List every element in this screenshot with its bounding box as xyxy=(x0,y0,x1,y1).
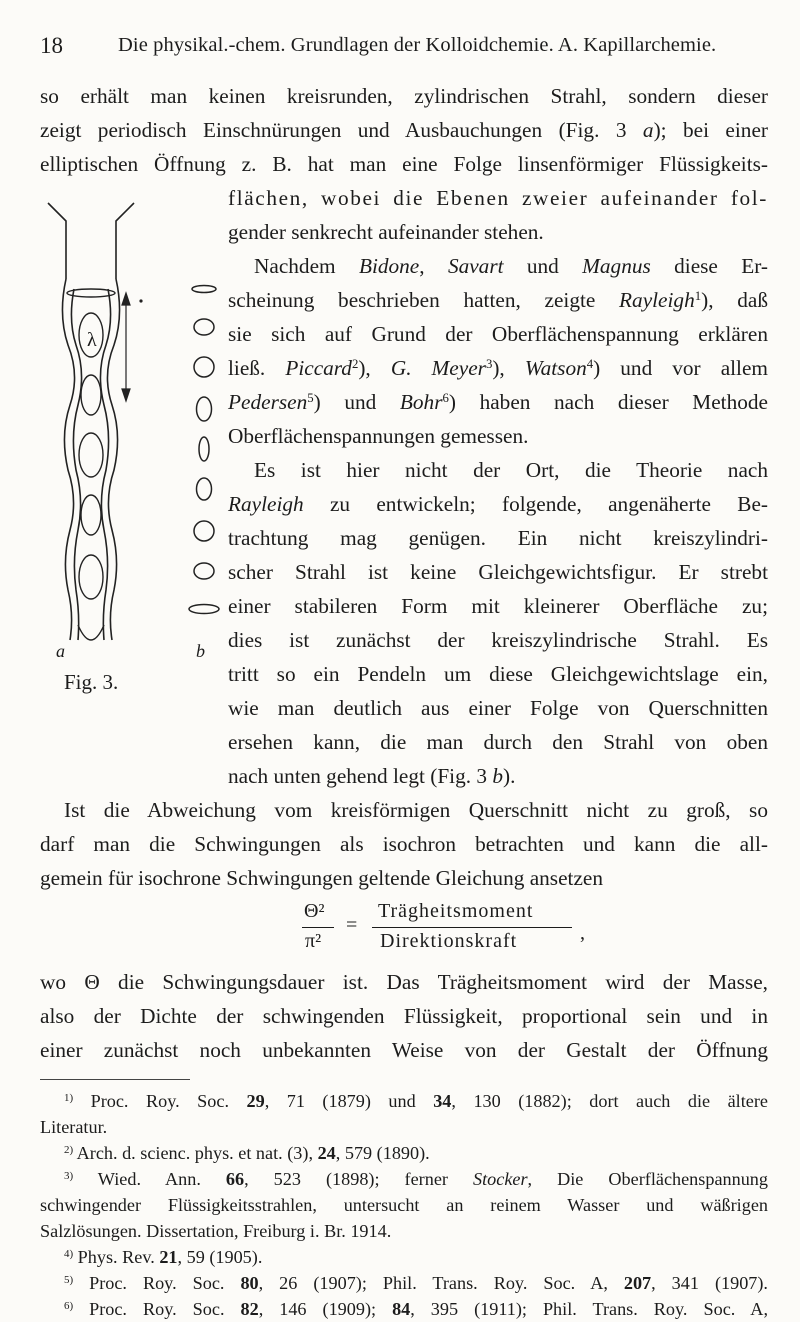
body-line-27: einer zunächst noch unbekannten Weise von der Gestalt der Öffnung xyxy=(40,1038,768,1062)
footnote-3-line-3: Salzlösungen. Dissertation, Freiburg i. Br. 1914. xyxy=(40,1221,392,1241)
body-line-18: tritt so ein Pendeln um diese Gleichgewichtslage ein, xyxy=(228,662,768,686)
wavelength-arrow xyxy=(122,293,143,401)
name-rayleigh: Rayleigh xyxy=(619,288,695,312)
formula-numerator-left: Θ² xyxy=(304,900,325,922)
footnote-4: $^{4)}$ Phys. Rev. 21, 59 (1905). xyxy=(64,1247,263,1267)
body-line-25: wo Θ die Schwingungsdauer ist. Das Trägheitsmoment wird der Masse, xyxy=(40,970,768,994)
body-line-17: dies ist zunächst der kreiszylindrische Strahl. Es xyxy=(228,628,768,652)
footnote-1-line-1: $^{1)}$ Proc. Roy. Soc. 29, 71 (1879) und 34, 130 (1882); dort auch die ältere xyxy=(64,1091,768,1111)
body-line-11: Oberflächenspannungen gemessen. xyxy=(228,424,529,448)
name-piccard: Piccard xyxy=(285,356,352,380)
footnote-5: $^{5)}$ Proc. Roy. Soc. 80, 26 (1907); Phil. Trans. Roy. Soc. A, 207, 341 (1907). xyxy=(64,1273,768,1293)
formula-numerator-right: Trägheitsmoment xyxy=(378,900,534,922)
name-watson: Watson xyxy=(524,356,587,380)
footnote-1-line-2: Literatur. xyxy=(40,1117,108,1137)
body-line-23: darf man die Schwingungen als isochron betrachten und kann die all- xyxy=(40,832,768,856)
body-line-13: Rayleigh zu entwickeln; folgende, angenäherte Be- xyxy=(228,492,768,516)
body-line-21: nach unten gehend legt (Fig. 3 b). xyxy=(228,764,516,788)
body-line-20: ersehen kann, die man durch den Strahl von oben xyxy=(228,730,768,754)
body-line-10: Pedersen$^5$) und Bohr$^6$) haben nach dieser Methode xyxy=(228,390,769,414)
figure-label-a: a xyxy=(56,641,65,661)
body-line-2: zeigt periodisch Einschnürungen und Ausbauchungen (Fig. 3 a); bei einer xyxy=(40,118,768,142)
body-line-14: trachtung mag genügen. Ein nicht kreiszylindri- xyxy=(228,526,768,550)
body-line-6: Nachdem Bidone, Savart und Magnus diese Er- xyxy=(254,254,768,278)
formula-equals: = xyxy=(346,914,358,936)
figure-lambda-label: λ xyxy=(87,329,97,351)
name-meyer: G. Meyer xyxy=(390,356,486,380)
footnote-2: $^{2)}$ Arch. d. scienc. phys. et nat. (3), 24, 579 (1890). xyxy=(64,1143,430,1163)
body-line-12: Es ist hier nicht der Ort, die Theorie nach xyxy=(254,458,768,482)
formula-trailing-comma: , xyxy=(580,922,585,944)
fraction-bar-right xyxy=(372,927,572,928)
footnote-3-line-1: $^{3)}$ Wied. Ann. 66, 523 (1898); ferner Stocker, Die Oberflächenspannung xyxy=(64,1169,768,1189)
jet-a-outline xyxy=(48,203,134,640)
body-line-22: Ist die Abweichung vom kreisförmigen Querschnitt nicht zu groß, so xyxy=(64,798,768,822)
formula-denominator-left: π² xyxy=(305,930,322,952)
body-line-24: gemein für isochrone Schwingungen geltende Gleichung ansetzen xyxy=(40,866,604,890)
fraction-bar-left xyxy=(302,927,334,928)
name-magnus: Magnus xyxy=(582,254,651,278)
body-line-5: gender senkrecht aufeinander stehen. xyxy=(228,220,544,244)
footnote-3-line-2: schwingender Flüssigkeitsstrahlen, untersucht an reinem Wasser und wäßrigen xyxy=(40,1195,768,1215)
formula-denominator-right: Direktionskraft xyxy=(380,930,518,952)
name-savart: Savart xyxy=(447,254,504,278)
figure-3 xyxy=(30,185,230,700)
name-pedersen: Pedersen xyxy=(228,390,308,414)
body-line-1: so erhält man keinen kreisrunden, zylindrischen Strahl, sondern dieser xyxy=(40,84,768,108)
footnote-6-line-1: $^{6)}$ Proc. Roy. Soc. 82, 146 (1909); 84, 395 (1911); Phil. Trans. Roy. Soc. A, xyxy=(64,1299,768,1319)
body-line-16: einer stabileren Form mit kleinerer Oberfläche zu; xyxy=(228,594,768,618)
body-line-8: sie sich auf Grund der Oberflächenspannung erklären xyxy=(228,322,768,346)
figure-label-b: b xyxy=(196,641,205,661)
name-stocker: Stocker xyxy=(473,1169,528,1189)
jet-diagram xyxy=(30,185,230,685)
body-line-15: scher Strahl ist keine Gleichgewichtsfigur. Er strebt xyxy=(228,560,768,584)
cross-sections-b xyxy=(189,286,219,614)
body-line-4: flächen, wobei die Ebenen zweier aufeinander fol- xyxy=(228,186,768,210)
name-bohr: Bohr xyxy=(399,390,443,414)
page-number: 18 xyxy=(40,33,63,58)
body-line-3: elliptischen Öffnung z. B. hat man eine Folge linsenförmiger Flüssigkeits- xyxy=(40,152,768,176)
running-head xyxy=(40,33,768,63)
body-line-26: also der Dichte der schwingenden Flüssigkeit, proportional sein und in xyxy=(40,1004,768,1028)
running-head-title: Die physikal.-chem. Grundlagen der Kolloidchemie. A. Kapillarchemie. xyxy=(118,34,717,56)
figure-caption: Fig. 3. xyxy=(64,670,119,694)
footnote-rule xyxy=(40,1079,190,1080)
equation xyxy=(300,900,720,964)
name-bidone: Bidone xyxy=(358,254,420,278)
body-line-7: scheinung beschrieben hatten, zeigte Rayleigh$^1$), daß xyxy=(228,288,768,312)
body-line-9: ließ. Piccard$^2$), G. Meyer$^3$), Watson$^4$) und vor allem xyxy=(228,356,768,380)
body-line-19: wie man deutlich aus einer Folge von Querschnitten xyxy=(228,696,768,720)
